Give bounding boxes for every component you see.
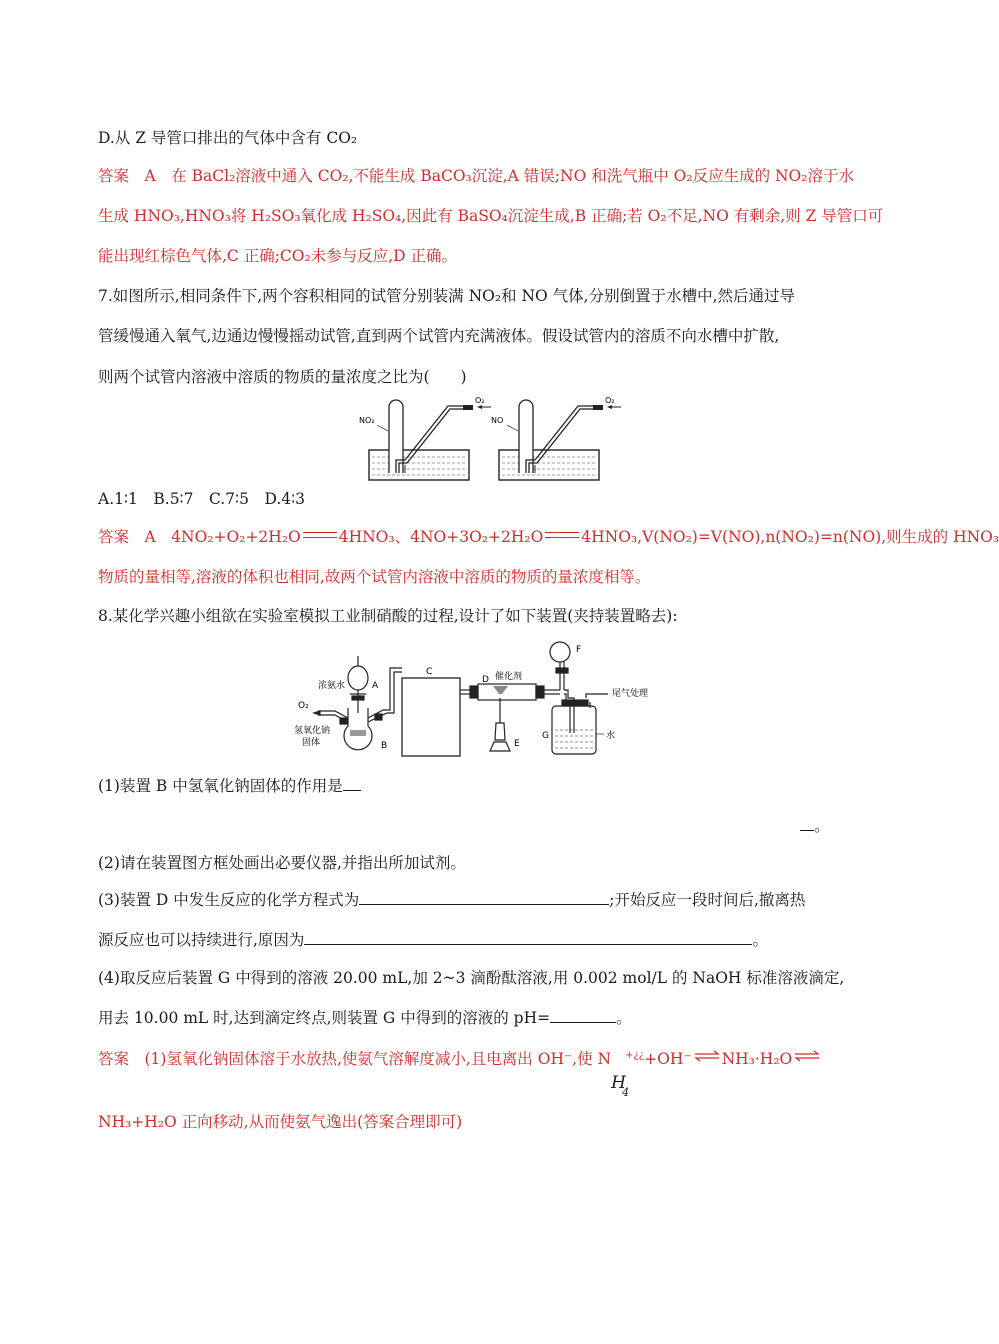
label-left-inlet: O₂: [475, 396, 485, 405]
q8-answer-line-2: NH₃+H₂O 正向移动,从而使氨气逸出(答案合理即可): [98, 1113, 463, 1131]
label-right-inlet: O₂: [605, 396, 615, 405]
box-c: [402, 678, 460, 756]
q8-sub3-text-c: 源反应也可以持续进行,原因为: [98, 931, 305, 949]
q8-sub3-line-2: [98, 929, 768, 951]
q7-options: A.1∶1 B.5∶7 C.7∶5 D.4∶3: [98, 490, 306, 508]
q6-answer-line-2: 生成 HNO₃,HNO₃将 H₂SO₃氧化成 H₂SO₄,因此有 BaSO₄沉淀生成,B 正确;若 O₂不足,NO 有剩余,则 Z 导管口可: [98, 207, 884, 225]
q8-answer-text-c: NH₃·H₂O: [721, 1050, 793, 1068]
q8-answer-text-b: +OH⁻: [644, 1050, 692, 1068]
label-naoh-2: 固体: [302, 738, 321, 748]
label-naoh-1: 氢氧化钠: [294, 726, 331, 736]
label-ammonia: 浓氨水: [318, 681, 346, 691]
q6-option-d: D.从 Z 导管口排出的气体中含有 CO₂: [98, 129, 358, 147]
q8-answer-h: H: [611, 1073, 626, 1093]
reversible-arrow-icon: [694, 1051, 720, 1061]
tube-d: [460, 684, 544, 751]
label-tail-gas: 尾气处理: [612, 689, 649, 699]
q8-sub1-text: (1)装置 B 中氢氧化钠固体的作用是: [98, 777, 343, 795]
q7-answer-line-1: [98, 526, 999, 548]
q7-answer-part-c: 4HNO₃,V(NO₂)=V(NO),n(NO₂)=n(NO),则生成的 HNO₃: [581, 528, 999, 546]
q8-apparatus-figure: [290, 638, 675, 763]
q8-stem: 8.某化学兴趣小组欲在实验室模拟工业制硝酸的过程,设计了如下装置(夹持装置略去):: [98, 607, 678, 625]
q8-sub1-end-mark: 。: [814, 817, 830, 835]
q8-answer-line-1: [98, 1045, 822, 1099]
answer-blank-3b[interactable]: [304, 930, 752, 945]
label-right-gas: NO: [491, 416, 504, 425]
reversible-arrow-icon: [794, 1051, 820, 1061]
q8-sub2: (2)请在装置图方框处画出必要仪器,并指出所加试剂。: [98, 854, 466, 872]
q8-answer-text-a: 答案 (1)氢氧化钠固体溶于水放热,使氨气溶解度减小,且电离出 OH⁻,使 N: [98, 1050, 612, 1068]
equals-arrow-icon: [303, 532, 337, 538]
q6-answer-line-1: 答案 A 在 BaCl₂溶液中通入 CO₂,不能生成 BaCO₃沉淀,A 错误;NO 和洗气瓶中 O₂反应生成的 NO₂溶于水: [98, 167, 854, 185]
q8-sub3-end-mark: 。: [752, 931, 768, 949]
q7-answer-line-2: 物质的量相等,溶液的体积也相同,故两个试管内溶液中溶质的物质的量浓度相等。: [98, 568, 651, 586]
answer-blank-1-end[interactable]: [800, 816, 814, 831]
q8-answer-sup: +¿¿: [625, 1050, 645, 1061]
q8-sub4-text-b: 用去 10.00 mL 时,达到滴定终点,则装置 G 中得到的溶液的 pH=: [98, 1009, 551, 1027]
q7-answer-part-b: 4HNO₃、4NO+3O₂+2H₂O: [338, 528, 544, 546]
label-o2: O₂: [298, 701, 309, 711]
q7-test-tube-figure: [355, 395, 625, 485]
q7-stem-line-2: 管缓慢通入氧气,边通边慢慢摇动试管,直到两个试管内充满液体。假设试管内的溶质不向水槽中扩散,: [98, 327, 780, 345]
q8-sub3-text-a: (3)装置 D 中发生反应的化学方程式为: [98, 891, 360, 909]
q7-stem-line-1: 7.如图所示,相同条件下,两个容积相同的试管分别装满 NO₂和 NO 气体,分别倒置于水槽中,然后通过导: [98, 287, 796, 305]
right-trough: [491, 396, 621, 480]
q8-sub4-line-1: (4)取反应后装置 G 中得到的溶液 20.00 mL,加 2~3 滴酚酞溶液,用 0.002 mol/L 的 NaOH 标准溶液滴定,: [98, 969, 845, 987]
q8-sub1-end: [800, 815, 830, 837]
equals-arrow-icon: [545, 532, 579, 538]
left-trough: [359, 396, 491, 480]
answer-blank-4[interactable]: [550, 1008, 616, 1023]
q8-sub3-line-1: [98, 889, 805, 911]
label-e: E: [514, 739, 520, 749]
q8-sub4-end-mark: 。: [616, 1009, 632, 1027]
balloon-f-and-bottle-g: [544, 642, 608, 754]
q7-answer-part-a: 答案 A 4NO₂+O₂+2H₂O: [98, 528, 301, 546]
label-catalyst: 催化剂: [495, 672, 523, 682]
answer-blank-3a[interactable]: [359, 890, 609, 905]
q8-answer-h-sub: 4: [622, 1086, 630, 1099]
label-water: 水: [606, 731, 616, 741]
label-c: C: [426, 667, 433, 677]
q8-sub3-text-b: ;开始反应一段时间后,撤离热: [609, 891, 806, 909]
q6-answer-line-3: 能出现红棕色气体,C 正确;CO₂未参与反应,D 正确。: [98, 247, 457, 265]
q8-sub1: [98, 775, 361, 797]
label-g: G: [542, 731, 549, 741]
q7-stem-line-3: 则两个试管内溶液中溶质的物质的量浓度之比为( ): [98, 368, 467, 386]
label-a: A: [372, 681, 379, 691]
label-left-gas: NO₂: [359, 416, 375, 425]
label-f: F: [576, 645, 582, 655]
label-d: D: [482, 675, 489, 685]
answer-blank-1[interactable]: [343, 776, 361, 791]
label-b: B: [381, 741, 388, 751]
q8-sub4-line-2: [98, 1007, 632, 1029]
